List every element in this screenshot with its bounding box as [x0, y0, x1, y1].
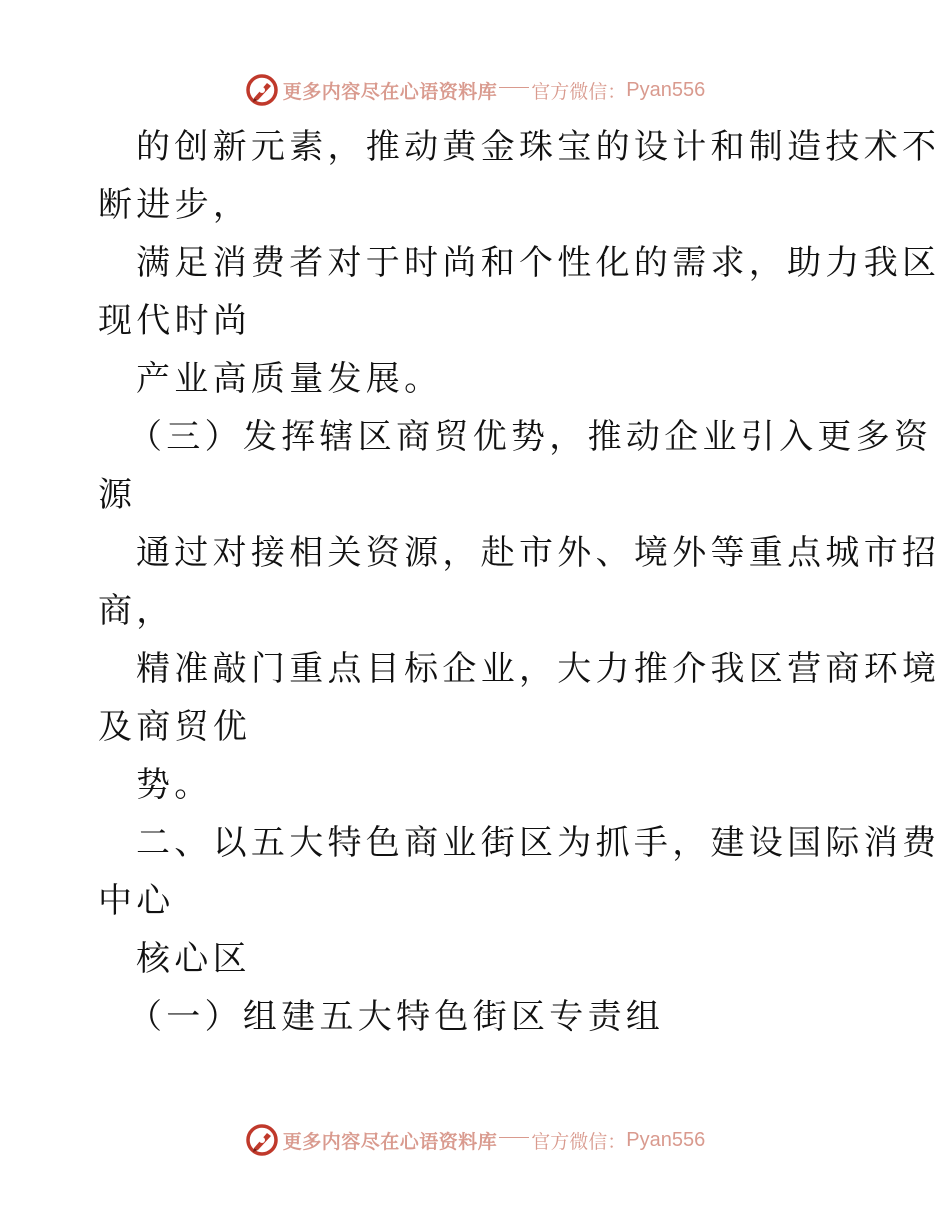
header-watermark: [0, 70, 950, 110]
text-line: 商，: [98, 591, 175, 631]
red-pen-circle-logo-icon: [245, 1123, 279, 1157]
section-heading: （三）发挥辖区商贸优势，推动企业引入更多资: [128, 417, 933, 457]
text-line: 势。: [136, 765, 213, 805]
footer-watermark: [0, 1120, 950, 1160]
watermark-dash: [499, 1137, 529, 1138]
watermark-dash: [499, 87, 529, 88]
text-line: 满足消费者对于时尚和个性化的需求，助力我区: [136, 243, 941, 283]
red-pen-circle-logo-icon: [245, 73, 279, 107]
text-line: 及商贸优: [98, 707, 252, 747]
text-line: 中心: [98, 881, 175, 921]
text-line: 断进步，: [98, 185, 252, 225]
watermark-wechat-label: 官方微信：: [531, 1130, 627, 1153]
section-heading: 二、以五大特色商业街区为抓手，建设国际消费: [136, 823, 941, 863]
text-line: 的创新元素，推动黄金珠宝的设计和制造技术不: [136, 127, 941, 167]
watermark-wechat-id: Pyan556: [626, 78, 706, 101]
watermark-brand-text: 更多内容尽在心语资料库: [282, 1130, 498, 1153]
watermark-brand-text: 更多内容尽在心语资料库: [282, 80, 498, 103]
text-line: 通过对接相关资源，赴市外、境外等重点城市招: [136, 533, 941, 573]
text-line: 核心区: [136, 939, 251, 979]
document-body: [98, 118, 941, 1046]
watermark-wechat-id: Pyan556: [626, 1128, 706, 1151]
text-line: 源: [98, 475, 137, 515]
text-line: 现代时尚: [98, 301, 252, 341]
watermark-wechat-label: 官方微信：: [531, 80, 627, 103]
text-line: 产业高质量发展。: [136, 359, 443, 399]
text-line: 精准敲门重点目标企业，大力推介我区营商环境: [136, 649, 941, 689]
section-heading: （一）组建五大特色街区专责组: [128, 997, 665, 1037]
